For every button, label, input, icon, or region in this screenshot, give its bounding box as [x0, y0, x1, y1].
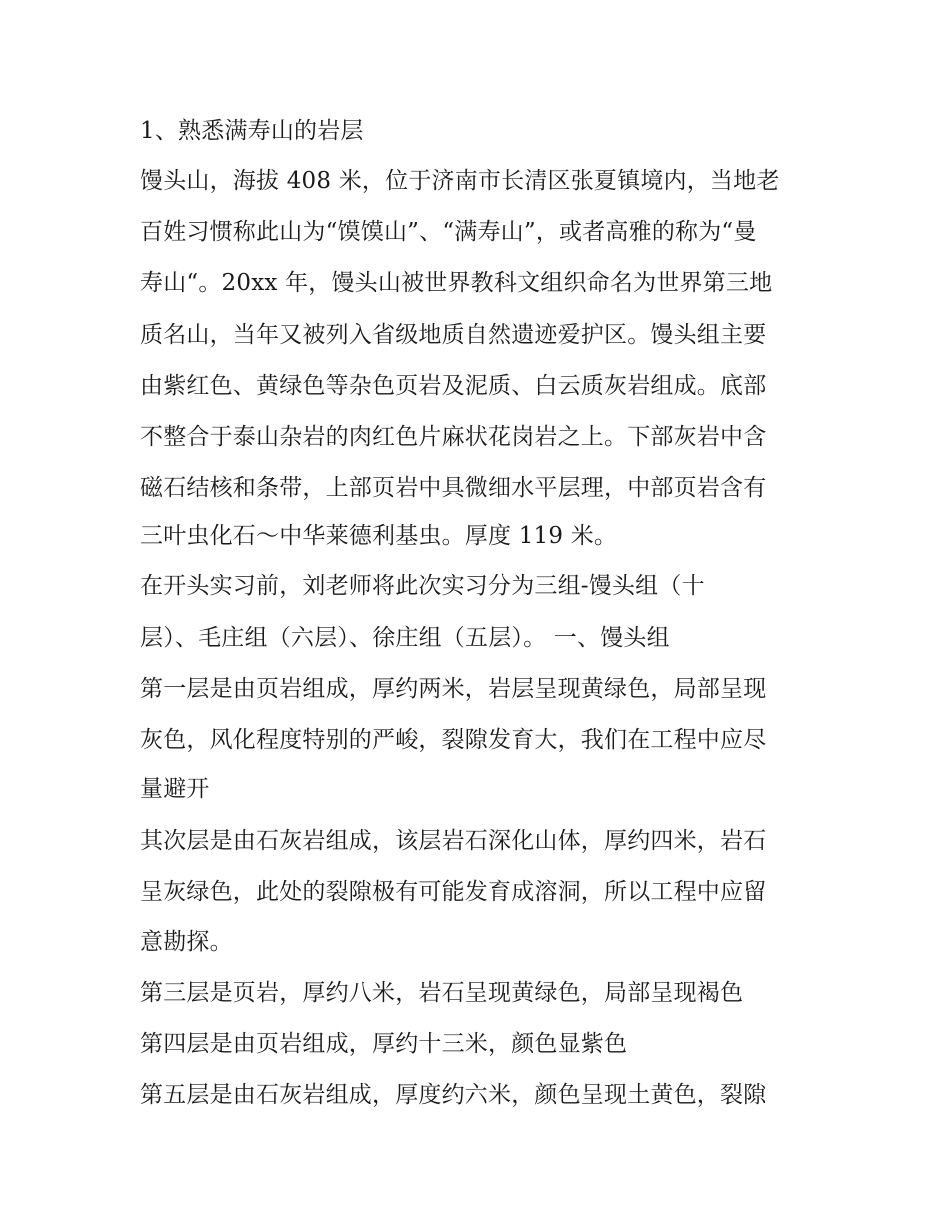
paragraph-line: 意勘探。 [140, 929, 233, 955]
paragraph-line: 第三层是页岩，厚约八米，岩石呈现黄绿色，局部呈现褐色 [140, 980, 744, 1006]
paragraph-line: 量避开 [140, 776, 210, 802]
paragraph-line: 第五层是由石灰岩组成，厚度约六米，颜色呈现土黄色，裂隙 [140, 1082, 767, 1108]
paragraph-line: 三叶虫化石～中华莱德利基虫。厚度 119 米。 [140, 523, 618, 549]
paragraph-line: 灰色，风化程度特别的严峻，裂隙发育大，我们在工程中应尽 [140, 727, 767, 753]
paragraph-line: 第四层是由页岩组成，厚约十三米，颜色显紫色 [140, 1031, 628, 1057]
paragraph-line: 百姓习惯称此山为“馍馍山”、“满寿山”，或者高雅的称为“曼 [140, 219, 757, 245]
paragraph-line: 第一层是由页岩组成，厚约两米，岩层呈现黄绿色，局部呈现 [140, 676, 767, 702]
paragraph-line: 不整合于泰山杂岩的肉红色片麻状花岗岩之上。下部灰岩中含 [140, 424, 767, 450]
paragraph-line: 馒头山，海拔 408 米，位于济南市长清区张夏镇境内，当地老 [140, 168, 780, 194]
paragraph-line: 寿山“。20xx 年，馒头山被世界教科文组织命名为世界第三地 [140, 270, 773, 296]
paragraph-line: 层）、毛庄组（六层）、徐庄组（五层）。 一、馒头组 [140, 625, 670, 651]
heading-rock-layers: 1、熟悉满寿山的岩层 [140, 118, 364, 144]
paragraph-line: 磁石结核和条带，上部页岩中具微细水平层理，中部页岩含有 [140, 475, 767, 501]
paragraph-line: 其次层是由石灰岩组成，该层岩石深化山体，厚约四米，岩石 [140, 828, 767, 854]
paragraph-line: 在开头实习前，刘老师将此次实习分为三组-馒头组（十 [140, 573, 705, 599]
paragraph-line: 由紫红色、黄绿色等杂色页岩及泥质、白云质灰岩组成。底部 [140, 373, 767, 399]
paragraph-line: 质名山，当年又被列入省级地质自然遗迹爱护区。馒头组主要 [140, 322, 767, 348]
paragraph-line: 呈灰绿色，此处的裂隙极有可能发育成溶洞，所以工程中应留 [140, 879, 767, 905]
